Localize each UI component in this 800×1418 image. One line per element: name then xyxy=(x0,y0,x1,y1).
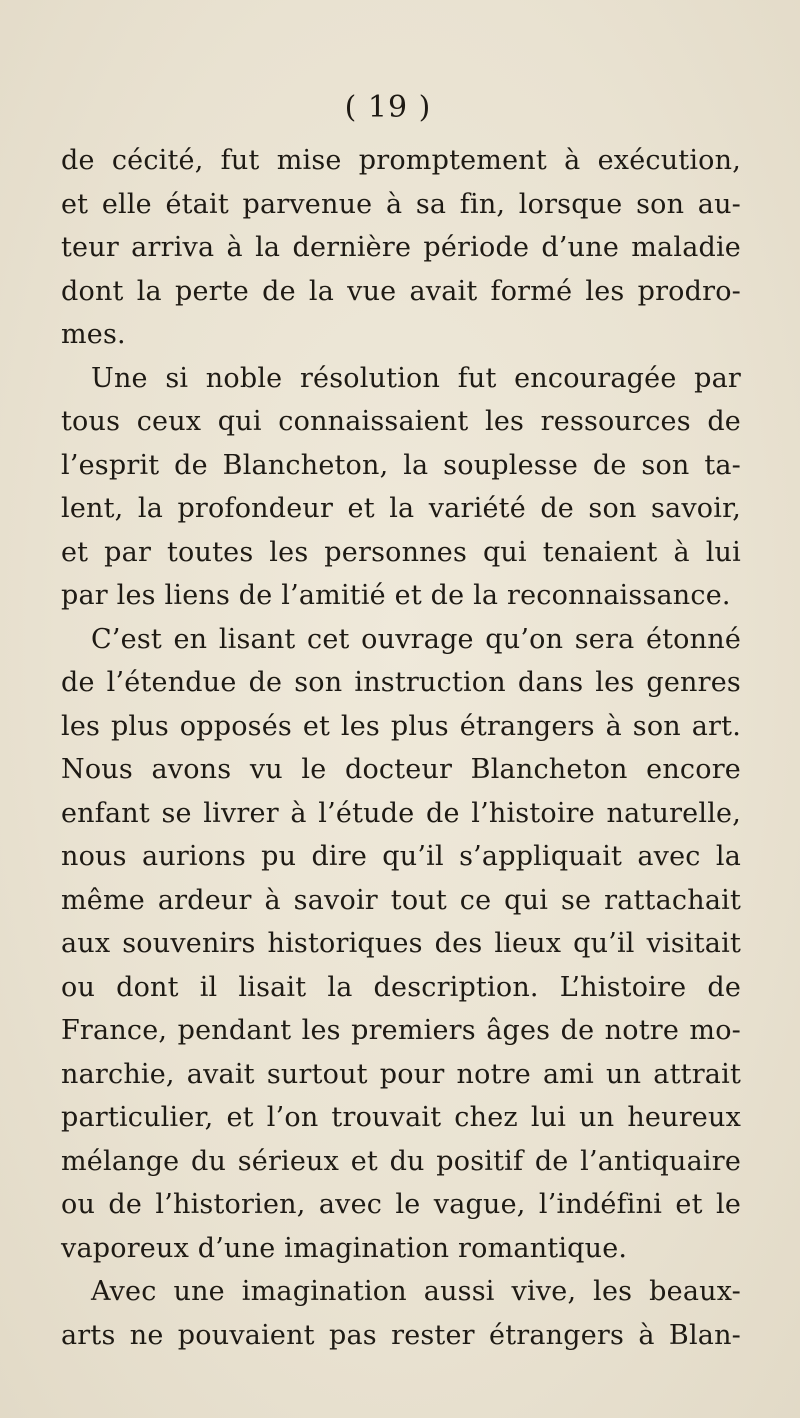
page-number xyxy=(0,90,800,126)
text-line: ou de l’historien, avec le vague, l’indéfini et le xyxy=(61,1189,741,1220)
text-line: et elle était parvenue à sa fin, lorsque son au- xyxy=(61,188,741,220)
text-line: arts ne pouvaient pas rester étrangers à Blan- xyxy=(61,1319,741,1351)
text-line: l’esprit de Blancheton, la souplesse de son ta- xyxy=(61,449,741,481)
text-line: mes. xyxy=(61,319,126,350)
text-line: dont la perte de la vue avait formé les prodro- xyxy=(61,275,741,307)
text-line: particulier, et l’on trouvait chez lui un heureux xyxy=(61,1102,741,1133)
paragraph-start-line: Une si noble résolution fut encouragée par xyxy=(91,362,741,394)
text-line: Nous avons vu le docteur Blancheton encore xyxy=(61,754,741,785)
text-line: de l’étendue de son instruction dans les genres xyxy=(61,667,741,698)
text-line: nous aurions pu dire qu’il s’appliquait avec la xyxy=(61,841,741,872)
text-line: vaporeux d’une imagination romantique. xyxy=(61,1232,628,1264)
text-line: tous ceux qui connaissaient les ressources de xyxy=(61,406,741,437)
text-line: France, pendant les premiers âges de notre mo- xyxy=(61,1015,741,1046)
text-line: narchie, avait surtout pour notre ami un attrait xyxy=(61,1058,741,1090)
text-line: mélange du sérieux et du positif de l’antiquaire xyxy=(61,1145,741,1177)
text-line: et par toutes les personnes qui tenaient à lui xyxy=(61,536,741,568)
text-line: lent, la profondeur et la variété de son savoir, xyxy=(61,493,741,524)
text-line: ou dont il lisait la description. L’histoire de xyxy=(61,971,741,1003)
text-line: les plus opposés et les plus étrangers à son art. xyxy=(61,710,741,742)
paragraph-start-line: Avec une imagination aussi vive, les beaux- xyxy=(91,1276,741,1307)
text-line: enfant se livrer à l’étude de l’histoire naturelle, xyxy=(61,797,741,829)
page-number-text: ( 19 ) xyxy=(344,90,432,125)
text-line: teur arriva à la dernière période d’une maladie xyxy=(61,232,741,263)
body-text xyxy=(61,139,741,1357)
text-line: par les liens de l’amitié et de la reconnaissance. xyxy=(61,580,731,611)
text-line: de cécité, fut mise promptement à exécution, xyxy=(61,145,741,176)
text-line: aux souvenirs historiques des lieux qu’il visitait xyxy=(61,928,741,959)
text-line: même ardeur à savoir tout ce qui se rattachait xyxy=(61,884,741,916)
paragraph-start-line: C’est en lisant cet ouvrage qu’on sera étonné xyxy=(91,623,741,655)
